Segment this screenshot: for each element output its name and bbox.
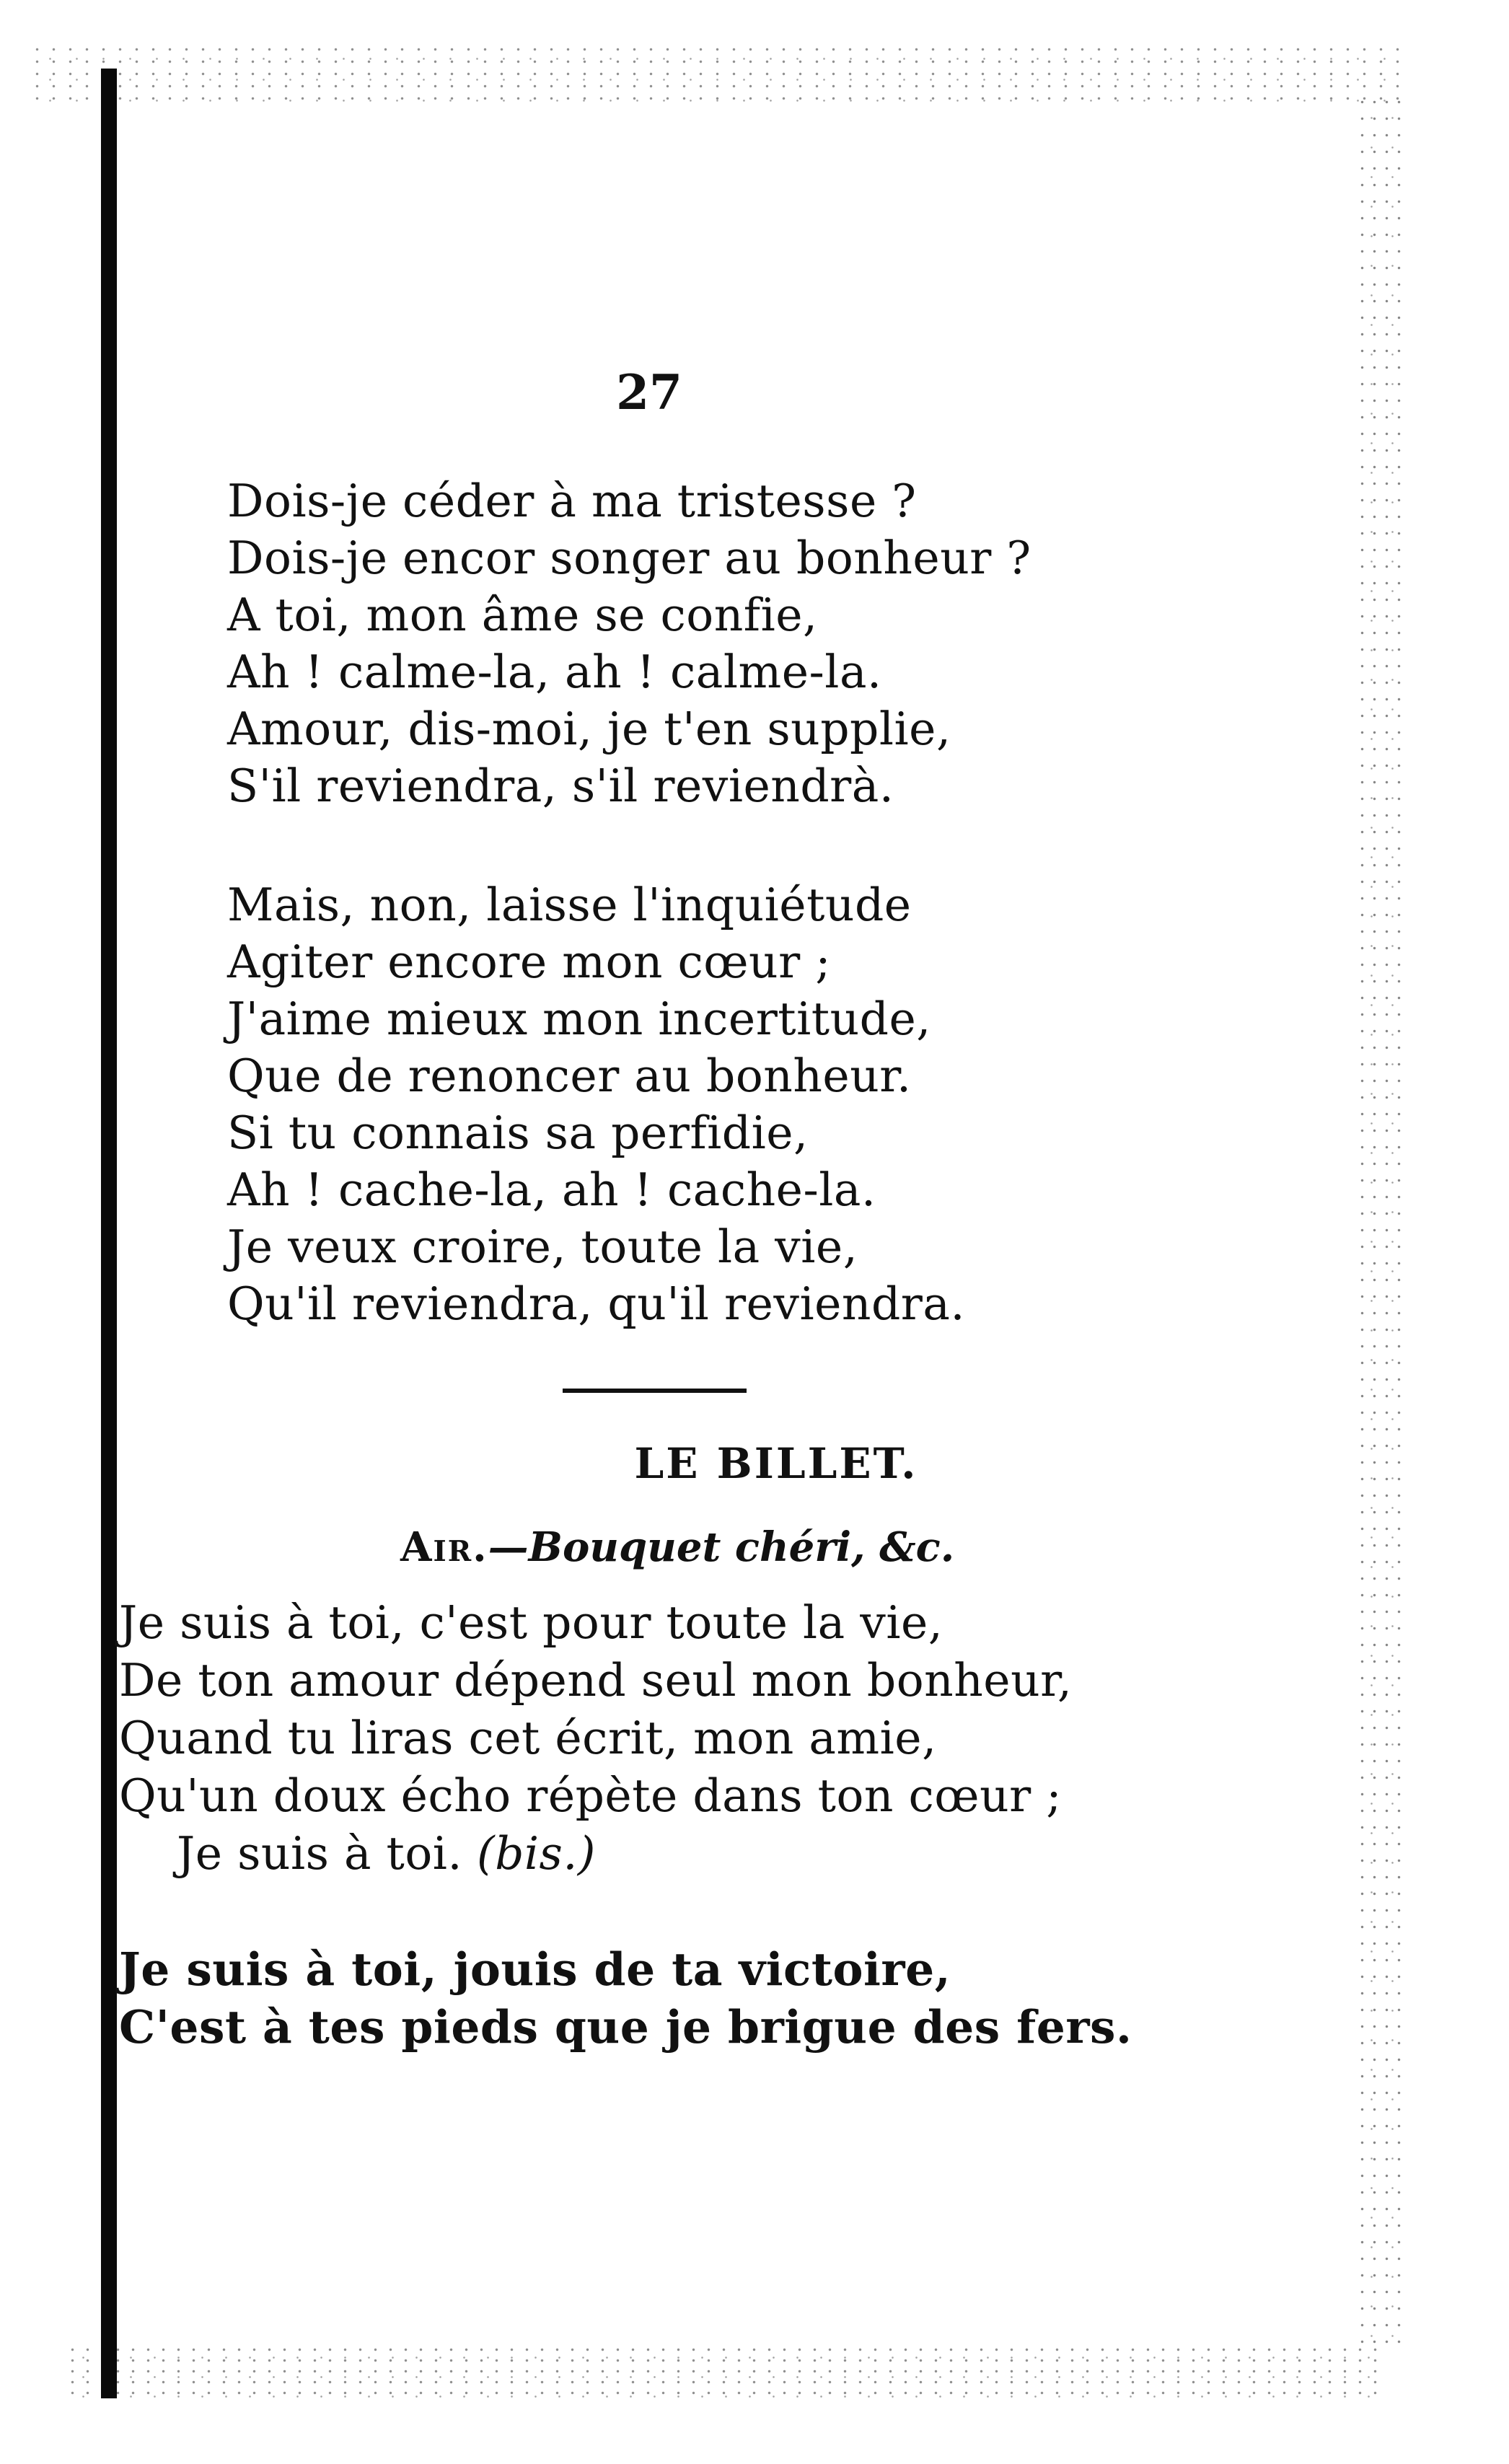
air-title: —Bouquet chéri, &c. bbox=[488, 1523, 955, 1571]
verse-line: Que de renoncer au bonheur. bbox=[227, 1050, 912, 1102]
stanza-1 bbox=[227, 472, 1031, 814]
stanza-3 bbox=[119, 1594, 1072, 1883]
verse-line: Amour, dis-moi, je t'en supplie, bbox=[227, 703, 951, 755]
verse-line: Quand tu liras cet écrit, mon amie, bbox=[119, 1712, 937, 1764]
refrain-mark: (bis.) bbox=[476, 1827, 596, 1880]
stanza-4 bbox=[119, 1940, 1132, 2056]
song-title bbox=[0, 1439, 1509, 1488]
page-edge-top bbox=[29, 43, 1399, 108]
verse-line: Ah ! cache-la, ah ! cache-la. bbox=[227, 1163, 876, 1216]
refrain-text: Je suis à toi. bbox=[177, 1827, 462, 1880]
verse-line: S'il reviendra, s'il reviendrà. bbox=[227, 760, 894, 812]
page-edge-right bbox=[1356, 94, 1407, 2344]
verse-line: Je suis à toi, jouis de ta victoire, bbox=[119, 1942, 951, 1996]
verse-line: A toi, mon âme se confie, bbox=[227, 589, 818, 641]
page-edge-bottom bbox=[65, 2344, 1385, 2398]
verse-line: Je veux croire, toute la vie, bbox=[227, 1220, 858, 1273]
verse-line: Ah ! calme-la, ah ! calme-la. bbox=[227, 646, 882, 698]
verse-line: J'aime mieux mon incertitude, bbox=[227, 993, 931, 1045]
book-spine bbox=[101, 69, 117, 2398]
verse-line: Dois-je encor songer au bonheur ? bbox=[227, 532, 1031, 584]
section-divider bbox=[563, 1389, 747, 1393]
verse-line: Je suis à toi, c'est pour toute la vie, bbox=[119, 1596, 943, 1649]
air-label: Air. bbox=[400, 1523, 488, 1571]
air-line bbox=[400, 1523, 954, 1571]
song-title-text: LE BILLET. bbox=[634, 1439, 918, 1488]
verse-line: Qu'un doux écho répète dans ton cœur ; bbox=[119, 1769, 1063, 1822]
verse-line: C'est à tes pieds que je brigue des fers. bbox=[119, 2000, 1132, 2054]
verse-line: Agiter encore mon cœur ; bbox=[227, 936, 831, 988]
verse-line: Mais, non, laisse l'inquiétude bbox=[227, 879, 912, 931]
stanza-2 bbox=[227, 876, 965, 1332]
refrain-line bbox=[119, 1825, 1072, 1883]
verse-line: Si tu connais sa perfidie, bbox=[227, 1106, 809, 1159]
page-number: 27 bbox=[616, 364, 682, 421]
verse-line: De ton amour dépend seul mon bonheur, bbox=[119, 1654, 1073, 1707]
verse-line: Qu'il reviendra, qu'il reviendra. bbox=[227, 1277, 965, 1330]
verse-line: Dois-je céder à ma tristesse ? bbox=[227, 475, 917, 527]
